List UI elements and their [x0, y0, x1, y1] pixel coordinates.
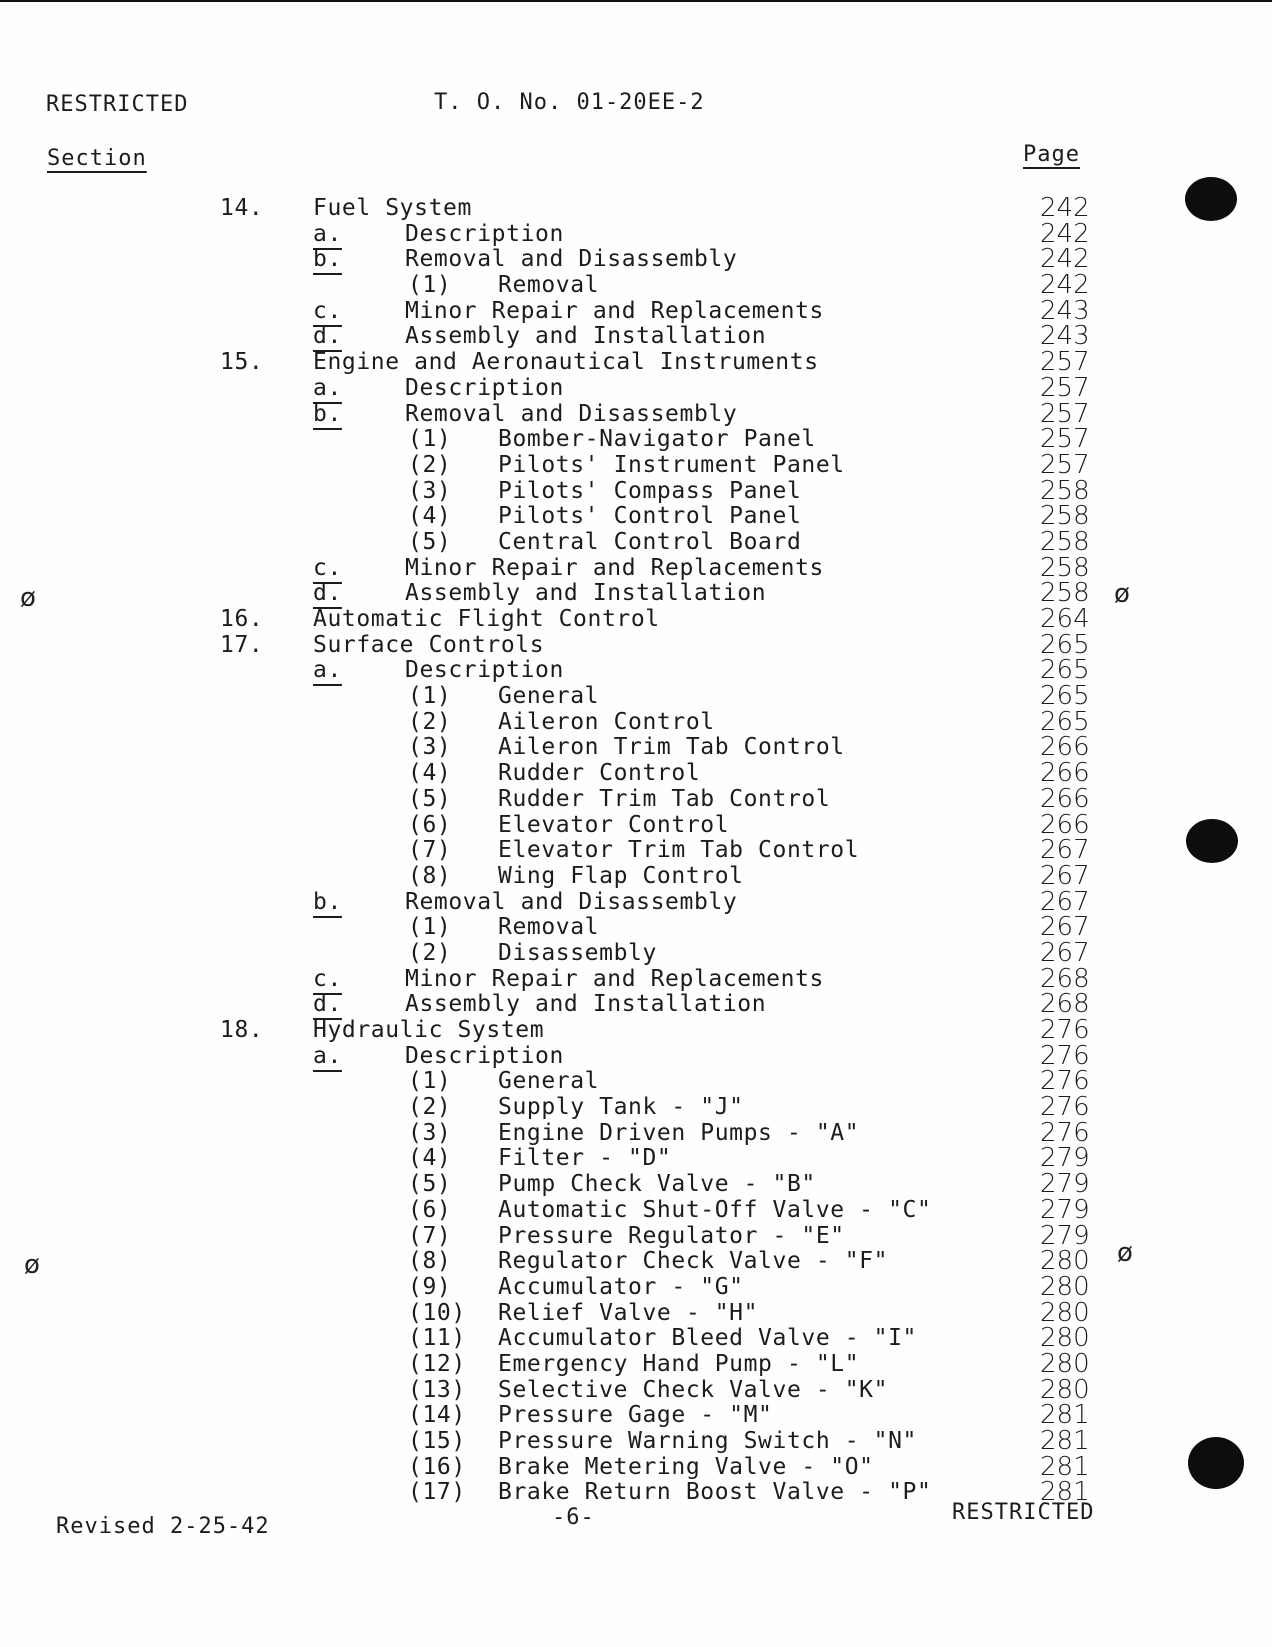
toc-entry	[0, 937, 1272, 968]
toc-subsection-title: Description	[405, 220, 564, 247]
toc-page-number: 257	[1040, 424, 1090, 455]
toc-entry	[0, 989, 1272, 1020]
binder-hole-top	[1185, 177, 1237, 221]
toc-page-number: 258	[1040, 578, 1090, 609]
section-column-heading: Section	[47, 146, 147, 171]
toc-item-title: Pilots' Control Panel	[498, 503, 802, 530]
toc-subsection-title: Description	[405, 657, 564, 684]
toc-item-number: (2)	[408, 451, 452, 478]
toc-entry	[0, 1017, 1272, 1043]
toc-entry	[0, 475, 1272, 506]
toc-item-title: General	[498, 683, 600, 710]
toc-subsection-letter: d.	[313, 991, 342, 1018]
toc-item-number: (5)	[408, 1171, 452, 1198]
toc-entry	[0, 1374, 1272, 1405]
toc-entry	[0, 398, 1272, 429]
toc-item-title: Accumulator - "G"	[498, 1273, 744, 1300]
toc-subsection-title: Removal and Disassembly	[405, 888, 738, 915]
toc-item-number: (10)	[408, 1299, 466, 1326]
toc-item-number: (15)	[408, 1428, 466, 1454]
toc-entry	[0, 1428, 1272, 1454]
toc-entry	[0, 1143, 1272, 1174]
toc-item-title: Pilots' Instrument Panel	[498, 451, 845, 478]
toc-item-number: (13)	[408, 1376, 466, 1403]
toc-page-number: 258	[1040, 526, 1090, 557]
toc-entry	[0, 1220, 1272, 1251]
toc-entry	[0, 606, 1272, 632]
toc-entry	[0, 963, 1272, 994]
toc-page-number: 276	[1040, 1092, 1090, 1123]
toc-item-title: Automatic Shut-Off Valve - "C"	[498, 1196, 932, 1223]
toc-section-title: Engine and Aeronautical Instruments	[313, 349, 819, 376]
toc-item-title: Engine Driven Pumps - "A"	[498, 1119, 860, 1146]
toc-item-title: Aileron Control	[498, 708, 715, 735]
revision-mark-left-1: ø	[20, 583, 36, 613]
toc-page-number: 266	[1040, 758, 1090, 789]
toc-page-number: 281	[1040, 1451, 1090, 1482]
toc-entry	[0, 835, 1272, 866]
toc-item-number: (4)	[408, 503, 452, 530]
toc-entry	[0, 270, 1272, 301]
toc-entry	[0, 629, 1272, 660]
toc-entry	[0, 732, 1272, 763]
toc-entry	[0, 1451, 1272, 1482]
footer-classification: RESTRICTED	[952, 1500, 1095, 1525]
toc-page-number: 242	[1040, 218, 1090, 249]
toc-item-number: (7)	[408, 837, 452, 864]
toc-page-number: 279	[1040, 1194, 1090, 1225]
toc-entry	[0, 244, 1272, 275]
top-edge-line	[0, 0, 1272, 2]
toc-item-title: Accumulator Bleed Valve - "I"	[498, 1325, 917, 1352]
toc-page-number: 265	[1040, 681, 1090, 712]
toc-item-number: (4)	[408, 760, 452, 787]
toc-item-title: Removal	[498, 272, 600, 299]
revision-mark-right-1: ø	[1114, 579, 1130, 609]
toc-subsection-title: Minor Repair and Replacements	[405, 297, 824, 324]
toc-entry	[0, 1246, 1272, 1277]
toc-entry	[0, 1040, 1272, 1071]
toc-entry	[0, 1400, 1272, 1431]
toc-entry	[0, 1117, 1272, 1148]
toc-subsection-letter: b.	[313, 400, 342, 427]
toc-item-number: (9)	[408, 1273, 452, 1300]
toc-entry	[0, 1297, 1272, 1328]
toc-item-number: (1)	[408, 272, 452, 299]
toc-section-title: Automatic Flight Control	[313, 606, 660, 632]
toc-item-title: Aileron Trim Tab Control	[498, 734, 845, 761]
toc-subsection-letter: a.	[313, 657, 342, 684]
toc-subsection-title: Minor Repair and Replacements	[405, 554, 824, 581]
toc-page-number: 257	[1040, 372, 1090, 403]
toc-page-number: 276	[1040, 1015, 1090, 1045]
toc-page-number: 267	[1040, 937, 1090, 968]
toc-subsection-letter: b.	[313, 246, 342, 273]
toc-item-number: (3)	[408, 734, 452, 761]
toc-entry	[0, 1066, 1272, 1097]
toc-item-title: Brake Metering Valve - "O"	[498, 1453, 874, 1480]
toc-item-title: Selective Check Valve - "K"	[498, 1376, 889, 1403]
toc-item-title: Emergency Hand Pump - "L"	[498, 1350, 860, 1377]
toc-item-title: Filter - "D"	[498, 1145, 672, 1172]
toc-subsection-title: Assembly and Installation	[405, 580, 767, 607]
toc-item-title: Bomber-Navigator Panel	[498, 426, 816, 453]
toc-page-number: 243	[1040, 295, 1090, 326]
toc-entry	[0, 1348, 1272, 1379]
toc-subsection-title: Assembly and Installation	[405, 323, 767, 350]
toc-entry	[0, 526, 1272, 557]
toc-item-number: (14)	[408, 1402, 466, 1429]
toc-item-title: General	[498, 1068, 600, 1095]
toc-subsection-title: Description	[405, 1042, 564, 1069]
toc-subsection-title: Minor Repair and Replacements	[405, 965, 824, 992]
toc-entry	[0, 295, 1272, 326]
toc-subsection-letter: a.	[313, 220, 342, 247]
toc-page-number: 265	[1040, 629, 1090, 660]
toc-page-number: 267	[1040, 886, 1090, 917]
header-doc-number: T. O. No. 01-20EE-2	[434, 90, 705, 115]
toc-subsection-title: Removal and Disassembly	[405, 400, 738, 427]
toc-item-title: Brake Return Boost Valve - "P"	[498, 1479, 932, 1506]
toc-entry	[0, 706, 1272, 737]
toc-page-number: 266	[1040, 732, 1090, 763]
toc-item-number: (4)	[408, 1145, 452, 1172]
toc-item-number: (3)	[408, 1119, 452, 1146]
toc-page-number: 280	[1040, 1348, 1090, 1379]
toc-item-number: (1)	[408, 683, 452, 710]
toc-item-number: (3)	[408, 477, 452, 504]
toc-page-number: 258	[1040, 501, 1090, 532]
toc-page-number: 242	[1040, 193, 1090, 223]
toc-entry	[0, 655, 1272, 686]
toc-entry	[0, 758, 1272, 789]
toc-subsection-letter: a.	[313, 1042, 342, 1069]
toc-section-number: 14.	[220, 195, 264, 221]
toc-page-number: 243	[1040, 321, 1090, 352]
footer-revision: Revised 2-25-42	[56, 1514, 270, 1539]
toc-item-title: Pilots' Compass Panel	[498, 477, 802, 504]
toc-item-title: Regulator Check Valve - "F"	[498, 1248, 889, 1275]
toc-item-title: Central Control Board	[498, 528, 802, 555]
toc-page-number: 281	[1040, 1400, 1090, 1431]
toc-item-title: Rudder Trim Tab Control	[498, 785, 831, 812]
toc-item-title: Elevator Trim Tab Control	[498, 837, 860, 864]
toc-page-number: 265	[1040, 706, 1090, 737]
toc-item-number: (2)	[408, 708, 452, 735]
toc-item-title: Pump Check Valve - "B"	[498, 1171, 816, 1198]
toc-entry	[0, 886, 1272, 917]
toc-page-number: 276	[1040, 1066, 1090, 1097]
toc-item-number: (2)	[408, 939, 452, 966]
toc-section-title: Fuel System	[313, 195, 472, 221]
binder-hole-bottom	[1188, 1437, 1244, 1489]
toc-page-number: 267	[1040, 835, 1090, 866]
toc-subsection-title: Assembly and Installation	[405, 991, 767, 1018]
toc-page-number: 257	[1040, 449, 1090, 480]
toc-item-number: (17)	[408, 1479, 466, 1506]
toc-item-title: Wing Flap Control	[498, 862, 744, 889]
toc-page-number: 266	[1040, 809, 1090, 840]
toc-item-title: Removal	[498, 914, 600, 941]
toc-item-number: (5)	[408, 528, 452, 555]
toc-page-number: 264	[1040, 604, 1090, 634]
toc-subsection-letter: c.	[313, 554, 342, 581]
toc-subsection-letter: d.	[313, 323, 342, 350]
toc-entry	[0, 195, 1272, 221]
toc-item-number: (11)	[408, 1325, 466, 1352]
toc-item-title: Pressure Gage - "M"	[498, 1402, 773, 1429]
toc-subsection-letter: a.	[313, 374, 342, 401]
toc-entry	[0, 783, 1272, 814]
toc-section-number: 17.	[220, 631, 264, 658]
toc-item-number: (2)	[408, 1094, 452, 1121]
toc-page-number: 242	[1040, 244, 1090, 275]
toc-entry	[0, 1092, 1272, 1123]
toc-item-title: Rudder Control	[498, 760, 701, 787]
toc-page-number: 268	[1040, 989, 1090, 1020]
toc-page-number: 268	[1040, 963, 1090, 994]
toc-section-number: 16.	[220, 606, 264, 632]
toc-item-number: (12)	[408, 1350, 466, 1377]
toc-subsection-letter: b.	[313, 888, 342, 915]
toc-item-number: (6)	[408, 1196, 452, 1223]
toc-page-number: 281	[1040, 1477, 1090, 1508]
toc-item-number: (8)	[408, 862, 452, 889]
toc-entry	[0, 321, 1272, 352]
toc-item-title: Pressure Warning Switch - "N"	[498, 1428, 917, 1454]
toc-subsection-letter: c.	[313, 965, 342, 992]
toc-item-title: Supply Tank - "J"	[498, 1094, 744, 1121]
toc-page-number: 258	[1040, 552, 1090, 583]
footer-page-number: -6-	[552, 1505, 595, 1530]
toc-page-number: 267	[1040, 860, 1090, 891]
toc-page-number: 280	[1040, 1323, 1090, 1354]
toc-page-number: 267	[1040, 912, 1090, 943]
toc-section-title: Surface Controls	[313, 631, 545, 658]
page-column-heading: Page	[1023, 142, 1080, 167]
toc-page-number: 242	[1040, 270, 1090, 301]
toc-entry	[0, 501, 1272, 532]
toc-page-number: 280	[1040, 1246, 1090, 1277]
toc-section-number: 15.	[220, 349, 264, 376]
revision-mark-right-2: ø	[1117, 1238, 1133, 1268]
toc-section-title: Hydraulic System	[313, 1017, 545, 1043]
toc-item-title: Disassembly	[498, 939, 657, 966]
toc-entry	[0, 372, 1272, 403]
toc-entry	[0, 1194, 1272, 1225]
toc-page-number: 266	[1040, 783, 1090, 814]
toc-entry	[0, 449, 1272, 480]
toc-subsection-letter: c.	[313, 297, 342, 324]
toc-entry	[0, 1323, 1272, 1354]
toc-entry	[0, 1169, 1272, 1200]
toc-item-number: (1)	[408, 914, 452, 941]
toc-entry	[0, 424, 1272, 455]
header-classification: RESTRICTED	[46, 92, 189, 117]
toc-item-title: Relief Valve - "H"	[498, 1299, 759, 1326]
toc-item-number: (8)	[408, 1248, 452, 1275]
toc-item-number: (5)	[408, 785, 452, 812]
toc-page-number: 265	[1040, 655, 1090, 686]
toc-entry	[0, 809, 1272, 840]
toc-page-number: 279	[1040, 1220, 1090, 1251]
toc-item-number: (1)	[408, 1068, 452, 1095]
toc-entry	[0, 1271, 1272, 1302]
toc-entry	[0, 860, 1272, 891]
toc-entry	[0, 218, 1272, 249]
toc-item-title: Elevator Control	[498, 811, 730, 838]
toc-page-number: 281	[1040, 1426, 1090, 1456]
toc-entry	[0, 552, 1272, 583]
toc-subsection-title: Removal and Disassembly	[405, 246, 738, 273]
toc-entry	[0, 578, 1272, 609]
toc-page-number: 279	[1040, 1143, 1090, 1174]
toc-item-number: (1)	[408, 426, 452, 453]
toc-item-number: (16)	[408, 1453, 466, 1480]
binder-hole-middle	[1186, 819, 1238, 863]
toc-page-number: 257	[1040, 347, 1090, 378]
toc-entry	[0, 347, 1272, 378]
toc-page-number: 276	[1040, 1117, 1090, 1148]
toc-item-number: (6)	[408, 811, 452, 838]
table-of-contents	[0, 193, 1272, 1508]
toc-item-number: (7)	[408, 1222, 452, 1249]
toc-entry	[0, 912, 1272, 943]
toc-page-number: 257	[1040, 398, 1090, 429]
toc-page-number: 258	[1040, 475, 1090, 506]
toc-subsection-title: Description	[405, 374, 564, 401]
toc-page-number: 280	[1040, 1297, 1090, 1328]
toc-page-number: 280	[1040, 1271, 1090, 1302]
toc-page-number: 276	[1040, 1040, 1090, 1071]
toc-section-number: 18.	[220, 1017, 264, 1043]
toc-page-number: 280	[1040, 1374, 1090, 1405]
toc-page-number: 279	[1040, 1169, 1090, 1200]
toc-subsection-letter: d.	[313, 580, 342, 607]
toc-entry	[0, 681, 1272, 712]
toc-item-title: Pressure Regulator - "E"	[498, 1222, 845, 1249]
revision-mark-left-2: ø	[24, 1250, 40, 1280]
